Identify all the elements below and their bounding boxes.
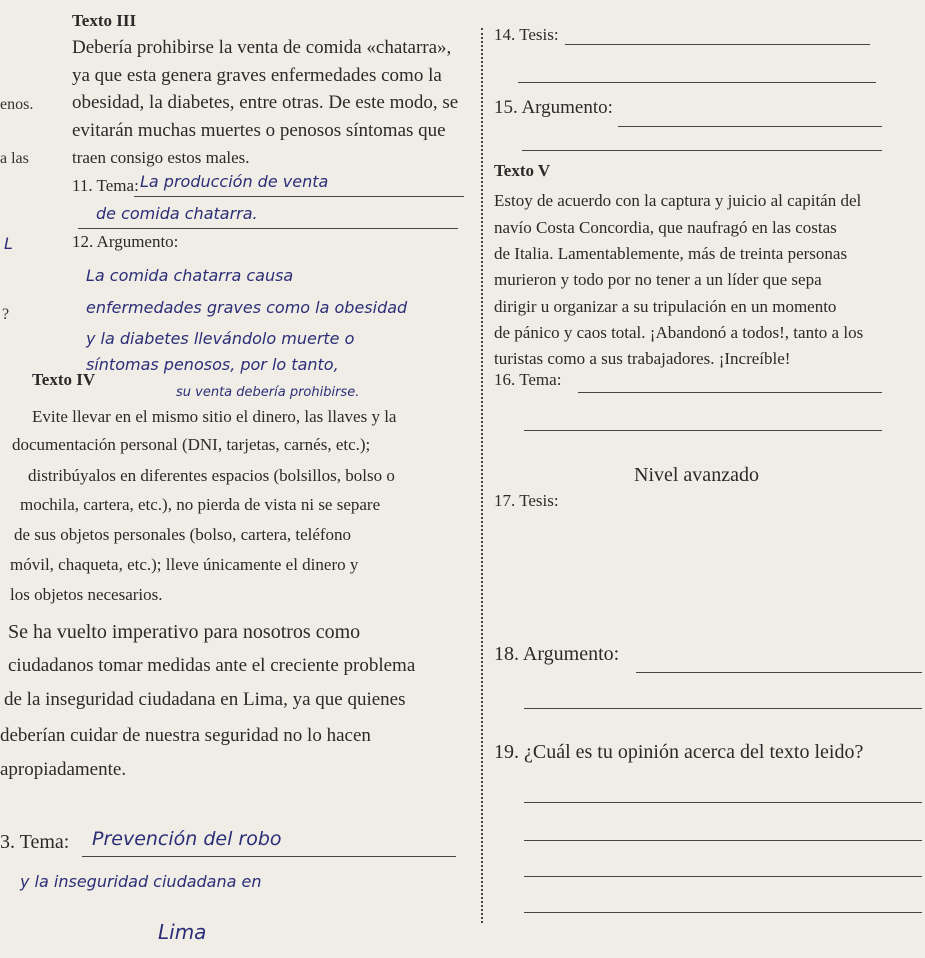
q14-answer-line[interactable]	[518, 82, 876, 83]
answer-line	[78, 228, 458, 229]
q18-answer-line[interactable]	[524, 708, 922, 709]
texto4-line: ciudadanos tomar medidas ante el creciente problema	[8, 655, 416, 676]
texto5-line: turistas como a sus trabajadores. ¡Increíble!	[494, 349, 791, 368]
answer-line	[134, 196, 464, 197]
texto4-line: apropiadamente.	[0, 759, 127, 780]
q15-label: 15. Argumento:	[494, 97, 613, 118]
texto4-line: documentación personal (DNI, tarjetas, carnés, etc.);	[12, 435, 371, 454]
q11-answer: La producción de venta	[140, 172, 329, 191]
q11-answer: de comida chatarra.	[96, 204, 258, 223]
q13-answer: Lima	[158, 920, 207, 944]
q16-answer-line[interactable]	[578, 392, 882, 393]
texto5-title: Texto V	[494, 161, 551, 180]
q15-answer-line[interactable]	[618, 126, 882, 127]
column-divider	[481, 28, 483, 923]
texto4-line: mochila, cartera, etc.), no pierda de vista ni se separe	[20, 495, 381, 514]
texto5-line: de Italia. Lamentablemente, más de treinta personas	[494, 244, 848, 263]
texto4-line: deberían cuidar de nuestra seguridad no lo hacen	[0, 725, 371, 746]
q12-answer: La comida chatarra causa	[86, 266, 294, 285]
answer-mark: L	[4, 234, 13, 253]
edge-word: enos.	[0, 96, 34, 113]
texto4-line: móvil, chaqueta, etc.); lleve únicamente el dinero y	[10, 555, 359, 574]
texto4-line: de la inseguridad ciudadana en Lima, ya que quienes	[4, 689, 406, 710]
texto3-line: ya que esta genera graves enfermedades como la	[72, 65, 442, 86]
texto5-line: dirigir u organizar a su tripulación en un momento	[494, 297, 837, 316]
q18-label: 18. Argumento:	[494, 643, 620, 665]
texto3-line: evitarán muchas muertes o penosos síntomas que	[72, 120, 446, 141]
q16-answer-line[interactable]	[524, 430, 882, 431]
q16-label: 16. Tema:	[494, 370, 562, 389]
q18-answer-line[interactable]	[636, 672, 922, 673]
q11-label: 11. Tema:	[72, 176, 139, 195]
texto4-line: Se ha vuelto imperativo para nosotros como	[8, 621, 361, 643]
q15-answer-line[interactable]	[522, 150, 882, 151]
q13-label: 3. Tema:	[0, 831, 70, 853]
texto3-title: Texto III	[72, 11, 137, 30]
q19-answer-line[interactable]	[524, 802, 922, 803]
q19-answer-line[interactable]	[524, 876, 922, 877]
answer-line	[82, 856, 456, 857]
q14-label: 14. Tesis:	[494, 25, 559, 44]
texto4-line: de sus objetos personales (bolso, cartera, teléfono	[14, 525, 352, 544]
texto5-line: navío Costa Concordia, que naufragó en las costas	[494, 218, 837, 237]
q12-answer: su venta debería prohibirse.	[176, 385, 360, 400]
texto5-line: de pánico y caos total. ¡Abandonó a todos!, tanto a los	[494, 323, 864, 342]
q19-label: 19. ¿Cuál es tu opinión acerca del texto leido?	[494, 741, 864, 763]
texto3-line: obesidad, la diabetes, entre otras. De este modo, se	[72, 92, 459, 113]
edge-word: a las	[0, 150, 29, 167]
texto4-line: los objetos necesarios.	[10, 585, 163, 604]
q19-answer-line[interactable]	[524, 912, 922, 913]
q12-answer: enfermedades graves como la obesidad	[86, 298, 408, 317]
q12-answer: y la diabetes llevándolo muerte o	[86, 329, 355, 348]
q12-answer: síntomas penosos, por lo tanto,	[86, 355, 339, 374]
texto4-line: Evite llevar en el mismo sitio el dinero, las llaves y la	[32, 407, 397, 426]
edge-word: ?	[2, 306, 10, 323]
texto4-line: distribúyalos en diferentes espacios (bolsillos, bolso o	[28, 466, 395, 485]
q17-label: 17. Tesis:	[494, 491, 559, 510]
texto4-title: Texto IV	[32, 370, 96, 389]
texto5-line: murieron y todo por no tener a un líder que sepa	[494, 270, 822, 289]
texto3-line: Debería prohibirse la venta de comida «chatarra»,	[72, 37, 452, 58]
q19-answer-line[interactable]	[524, 840, 922, 841]
q13-answer: Prevención del robo	[92, 828, 282, 850]
q14-answer-line[interactable]	[565, 44, 870, 45]
q13-answer: y la inseguridad ciudadana en	[20, 872, 262, 891]
q12-label: 12. Argumento:	[72, 232, 179, 251]
texto3-line: traen consigo estos males.	[72, 148, 250, 167]
texto5-line: Estoy de acuerdo con la captura y juicio al capitán del	[494, 191, 862, 210]
nivel-heading: Nivel avanzado	[634, 464, 759, 486]
